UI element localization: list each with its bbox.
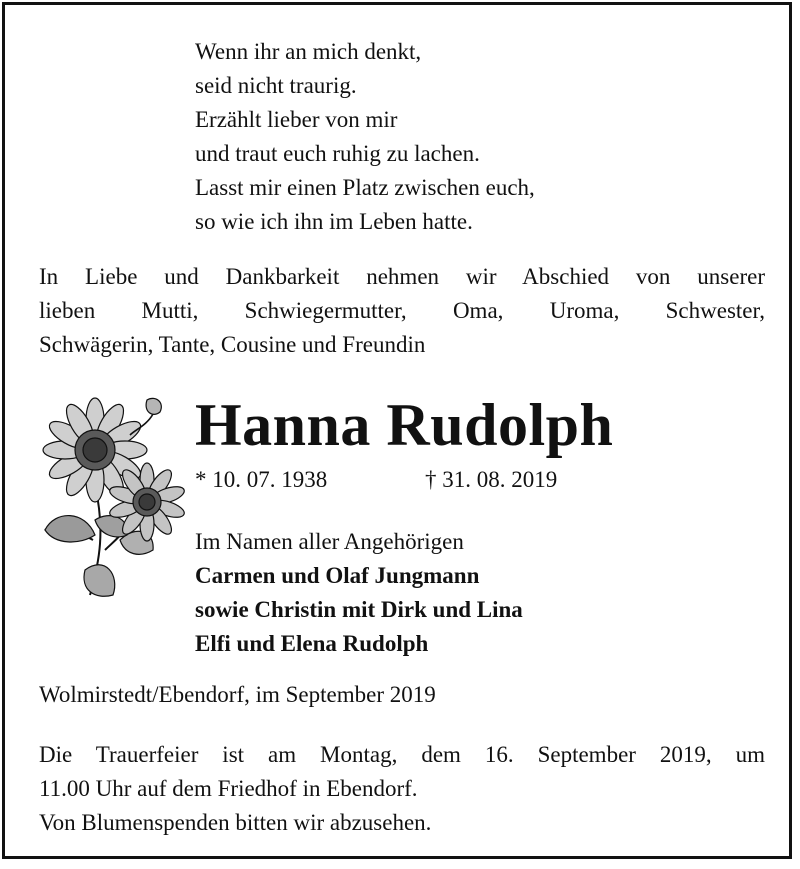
poem-line: seid nicht traurig. xyxy=(195,73,357,98)
signer-name: sowie Christin mit Dirk und Lina xyxy=(195,597,523,622)
poem-line: Wenn ihr an mich denkt, xyxy=(195,39,422,64)
signer-name: Elfi und Elena Rudolph xyxy=(195,631,429,656)
poem xyxy=(195,35,535,239)
birth-date: * 10. 07. 1938 xyxy=(195,467,328,492)
place-date: Wolmirstedt/Ebendorf, im September 2019 xyxy=(39,682,436,707)
obituary-frame xyxy=(2,2,792,859)
intro-line: In Liebe und Dankbarkeit nehmen wir Abschied von unserer xyxy=(39,264,765,289)
intro-text xyxy=(39,260,765,362)
signers-heading: Im Namen aller Angehörigen xyxy=(195,529,464,554)
intro-line: lieben Mutti, Schwiegermutter, Oma, Uroma, Schwester, xyxy=(39,298,765,323)
funeral-line: 11.00 Uhr auf dem Friedhof in Ebendorf. xyxy=(39,776,418,801)
sunflower-icon xyxy=(35,390,185,605)
funeral-notice xyxy=(39,738,765,840)
signer-name: Carmen und Olaf Jungmann xyxy=(195,563,480,588)
deceased-name: Hanna Rudolph xyxy=(195,392,614,458)
funeral-line: Die Trauerfeier ist am Montag, dem 16. September 2019, um xyxy=(39,742,765,767)
signers xyxy=(195,525,523,661)
funeral-line: Von Blumenspenden bitten wir abzusehen. xyxy=(39,810,432,835)
death-date: † 31. 08. 2019 xyxy=(425,467,558,492)
poem-line: und traut euch ruhig zu lachen. xyxy=(195,141,480,166)
poem-line: Erzählt lieber von mir xyxy=(195,107,398,132)
poem-line: Lasst mir einen Platz zwischen euch, xyxy=(195,175,535,200)
poem-line: so wie ich ihn im Leben hatte. xyxy=(195,209,473,234)
intro-line: Schwägerin, Tante, Cousine und Freundin xyxy=(39,332,426,357)
